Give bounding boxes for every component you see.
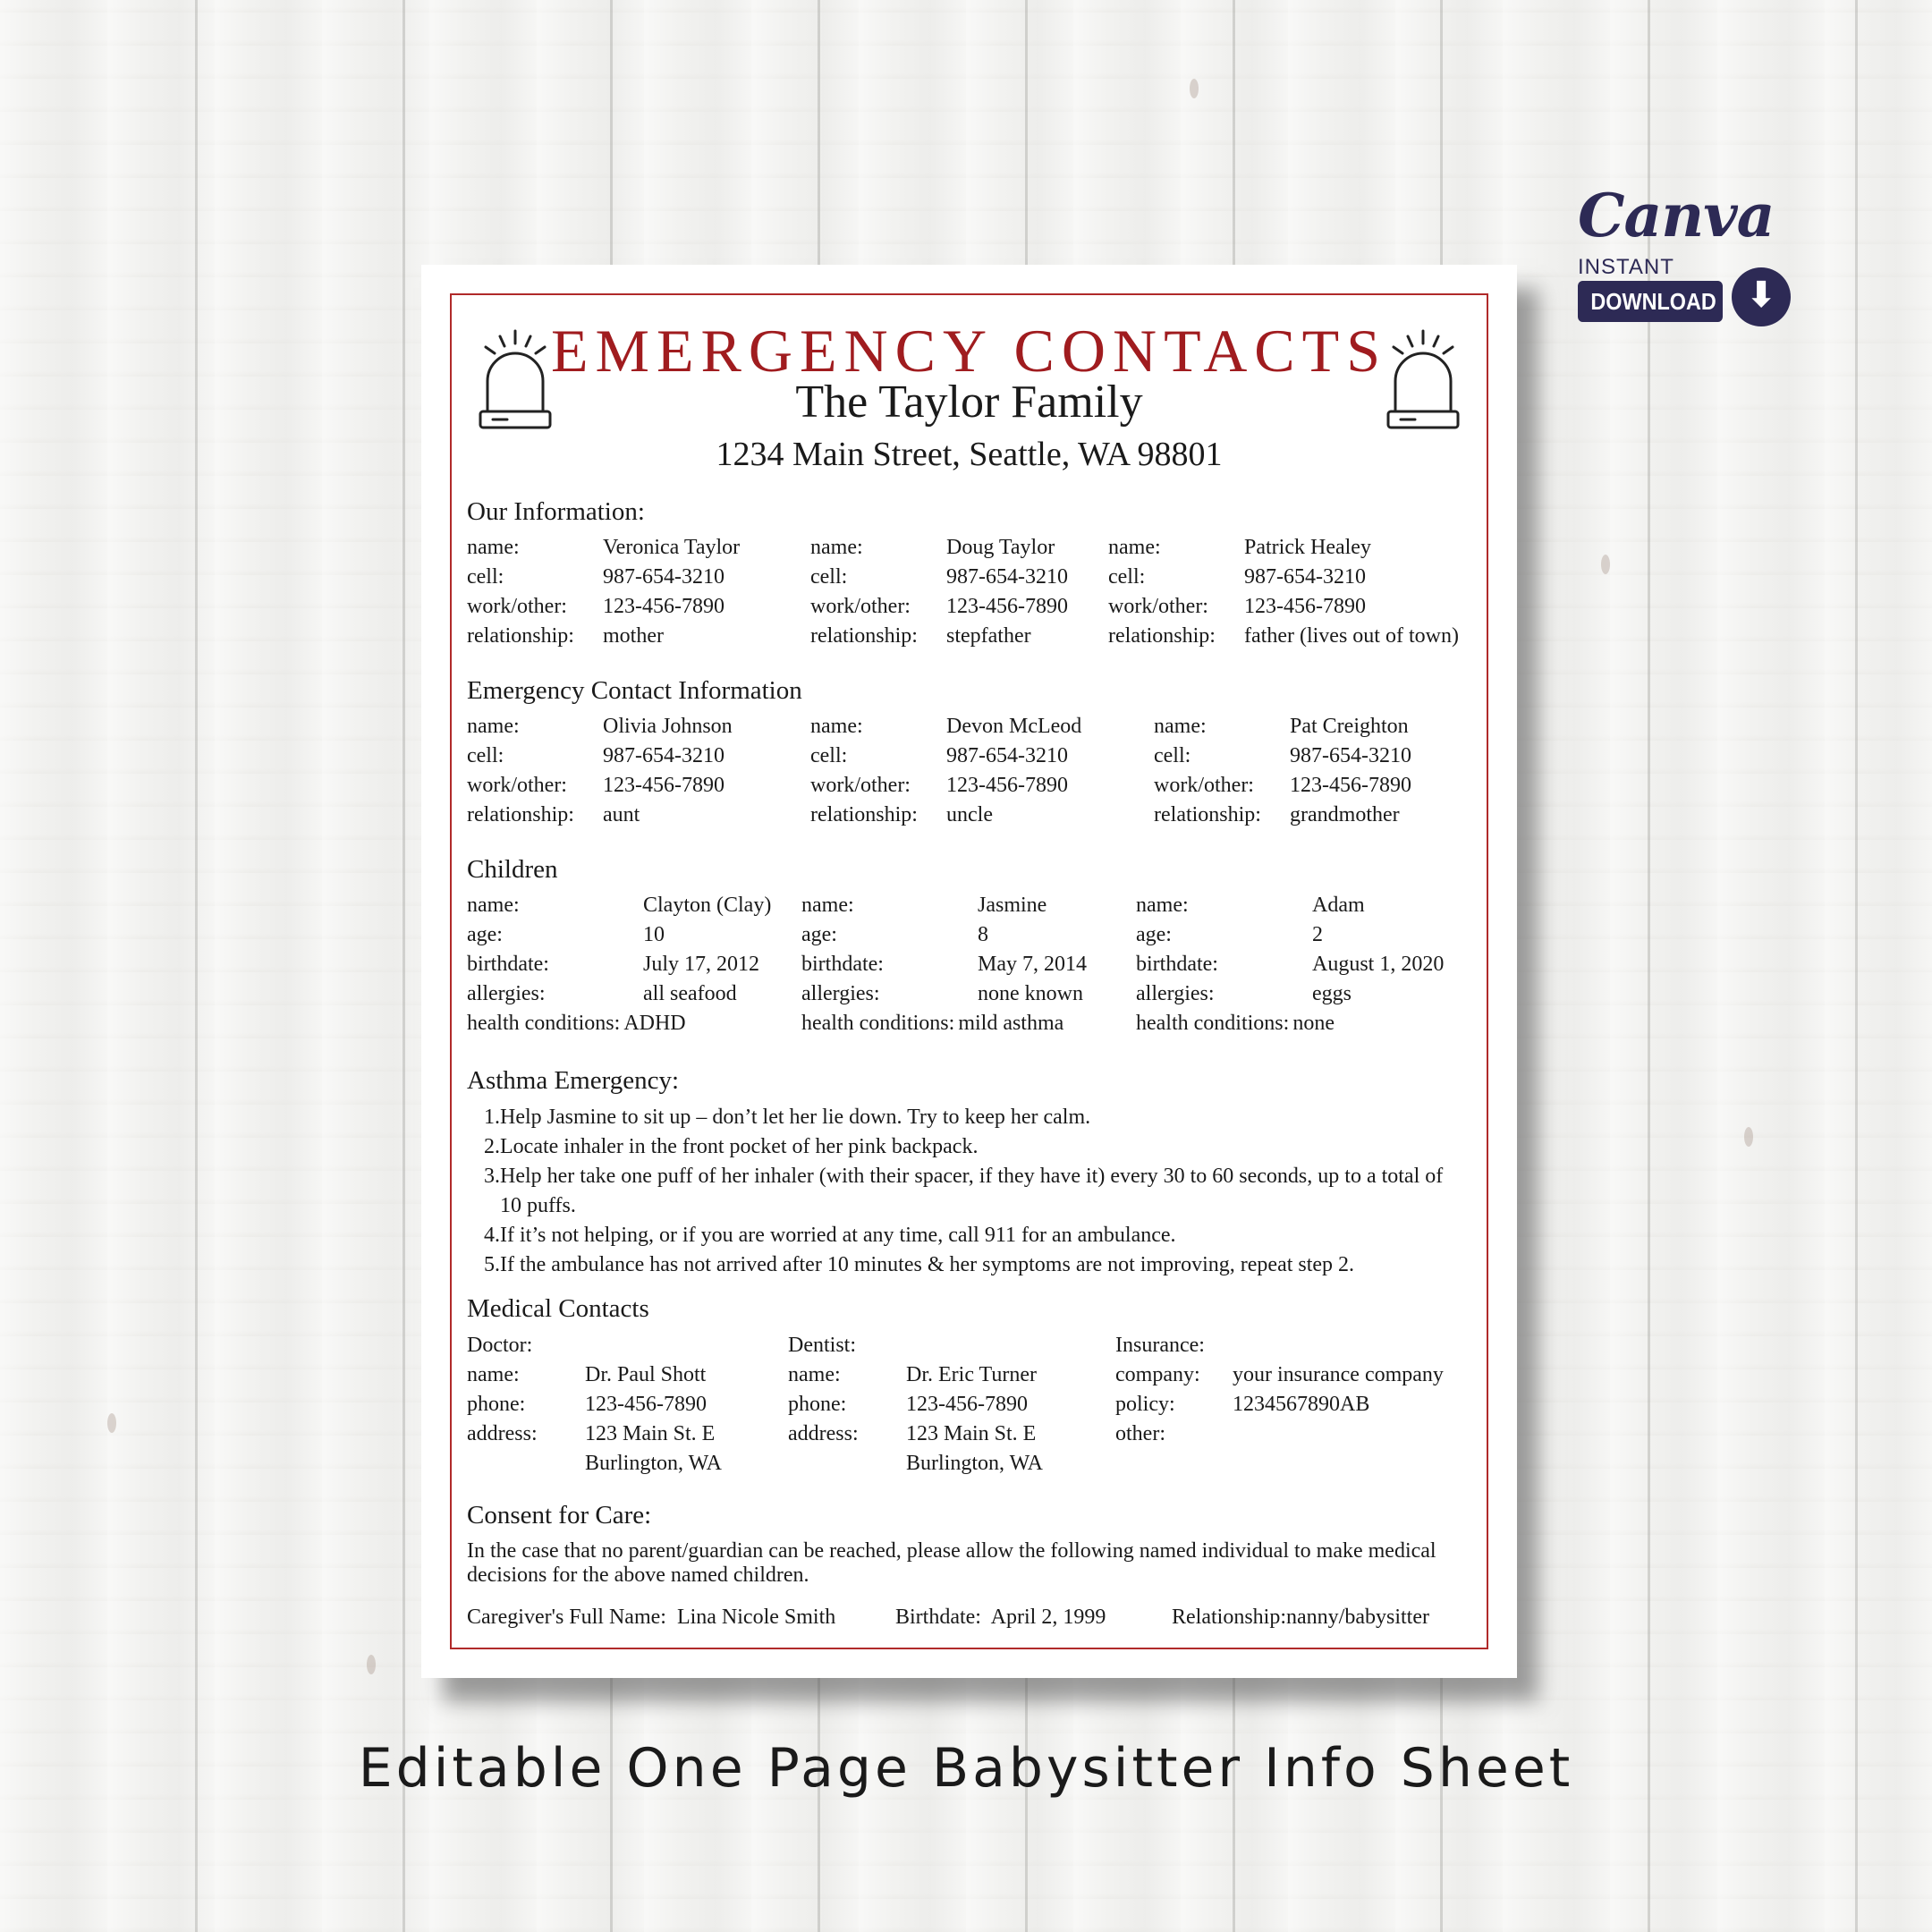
- label: birthdate:: [467, 953, 549, 976]
- label: phone:: [467, 1393, 526, 1416]
- value: mild asthma: [958, 1012, 1064, 1035]
- value: 123-456-7890: [1244, 595, 1366, 618]
- canva-badge: [1578, 181, 1776, 338]
- value: 123-456-7890: [1290, 774, 1411, 797]
- label: other:: [1115, 1422, 1165, 1445]
- wood-knot: [367, 1655, 376, 1674]
- list-item: [484, 1103, 1468, 1132]
- value: 123-456-7890: [946, 595, 1068, 618]
- child-3: [1136, 891, 1444, 1038]
- child-2: [801, 891, 1087, 1038]
- value: 123-456-7890: [603, 774, 724, 797]
- value: 987-654-3210: [603, 565, 724, 589]
- asthma-heading: Asthma Emergency:: [467, 1066, 680, 1095]
- value: Jasmine: [978, 894, 1047, 917]
- label: name:: [801, 894, 854, 917]
- list-item: [484, 1250, 1468, 1280]
- value: 987-654-3210: [603, 744, 724, 767]
- value: Olivia Johnson: [603, 715, 733, 738]
- label: name:: [1136, 894, 1189, 917]
- label: birthdate:: [801, 953, 884, 976]
- list-item: [484, 1132, 1468, 1162]
- value: all seafood: [643, 982, 737, 1005]
- list-item: [484, 1221, 1468, 1250]
- download-label: DOWNLOAD: [1578, 281, 1723, 322]
- label: address:: [467, 1422, 538, 1445]
- label: phone:: [788, 1393, 847, 1416]
- relationship-label: Relationship:: [1172, 1606, 1286, 1629]
- value: mother: [603, 624, 664, 648]
- value: 123-456-7890: [946, 774, 1068, 797]
- medical-heading: Medical Contacts: [467, 1294, 649, 1323]
- value: 987-654-3210: [946, 565, 1068, 589]
- our-info-person-2: [810, 533, 1068, 651]
- label: relationship:: [810, 803, 918, 826]
- label: work/other:: [810, 595, 911, 618]
- dentist-title: Dentist:: [788, 1334, 856, 1357]
- value: 123-456-7890: [585, 1393, 707, 1416]
- value: Pat Creighton: [1290, 715, 1409, 738]
- value: 123-456-7890: [603, 595, 724, 618]
- sheet-title: EMERGENCY CONTACTS: [550, 317, 1388, 385]
- value: 987-654-3210: [1290, 744, 1411, 767]
- step-text: Help Jasmine to sit up – don’t let her lie down. Try to keep her calm.: [500, 1106, 1091, 1129]
- caregiver-label: Caregiver's Full Name:: [467, 1606, 666, 1629]
- step-text: Locate inhaler in the front pocket of her pink backpack.: [500, 1135, 979, 1158]
- value: uncle: [946, 803, 993, 826]
- emergency-contact-2: [810, 712, 1081, 830]
- value: eggs: [1312, 982, 1352, 1005]
- doctor-title: Doctor:: [467, 1334, 533, 1357]
- label: name:: [1154, 715, 1207, 738]
- value: August 1, 2020: [1312, 953, 1445, 976]
- step-number: 4.: [484, 1224, 500, 1247]
- value: Dr. Eric Turner: [906, 1363, 1037, 1386]
- value: 2: [1312, 923, 1323, 946]
- value: 1234567890AB: [1233, 1393, 1370, 1416]
- label: work/other:: [1154, 774, 1254, 797]
- birthdate-label: Birthdate:: [895, 1606, 981, 1629]
- label: work/other:: [1108, 595, 1208, 618]
- step-number: 3.: [484, 1165, 500, 1188]
- value: your insurance company: [1233, 1363, 1444, 1386]
- wood-knot: [1744, 1127, 1753, 1147]
- label: relationship:: [1108, 624, 1216, 648]
- label: allergies:: [467, 982, 546, 1005]
- value: July 17, 2012: [643, 953, 760, 976]
- label: name:: [467, 715, 520, 738]
- label: name:: [810, 715, 863, 738]
- value: 123-456-7890: [906, 1393, 1028, 1416]
- value: Doug Taylor: [946, 536, 1055, 559]
- label: cell:: [467, 744, 504, 767]
- label: relationship:: [467, 624, 574, 648]
- value: Clayton (Clay): [643, 894, 772, 917]
- product-caption: Editable One Page Babysitter Info Sheet: [358, 1737, 1574, 1800]
- value: none known: [978, 982, 1083, 1005]
- step-text: If it’s not helping, or if you are worried at any time, call 911 for an ambulance.: [500, 1224, 1176, 1247]
- value: grandmother: [1290, 803, 1400, 826]
- asthma-steps: [484, 1103, 1468, 1280]
- emergency-heading: Emergency Contact Information: [467, 676, 802, 705]
- label: cell:: [810, 744, 848, 767]
- doctor-block: [467, 1331, 722, 1479]
- value: none: [1292, 1012, 1335, 1035]
- insurance-block: [1115, 1331, 1444, 1449]
- label: work/other:: [810, 774, 911, 797]
- value: 10: [643, 923, 665, 946]
- label: age:: [1136, 923, 1172, 946]
- value: ADHD: [623, 1012, 686, 1035]
- value: Burlington, WA: [585, 1452, 722, 1475]
- value: aunt: [603, 803, 640, 826]
- caregiver-birthdate-line: [895, 1604, 1106, 1631]
- consent-heading: Consent for Care:: [467, 1501, 652, 1530]
- label: work/other:: [467, 774, 567, 797]
- child-1: [467, 891, 771, 1038]
- label: cell:: [1154, 744, 1191, 767]
- label: work/other:: [467, 595, 567, 618]
- label: address:: [788, 1422, 859, 1445]
- caregiver-line: [467, 1604, 835, 1631]
- label: name:: [467, 1363, 520, 1386]
- value: Veronica Taylor: [603, 536, 741, 559]
- step-number: 1.: [484, 1106, 500, 1129]
- list-item: [484, 1162, 1468, 1221]
- consent-text: In the case that no parent/guardian can be reached, please allow the following named individual to make medical decisions for the above named children.: [467, 1539, 1436, 1587]
- step-text: If the ambulance has not arrived after 10 minutes & her symptoms are not improving, repeat step 2.: [500, 1253, 1355, 1276]
- step-number: 2.: [484, 1135, 500, 1158]
- our-info-person-3: [1108, 533, 1459, 651]
- birthdate-value: April 2, 1999: [990, 1606, 1106, 1629]
- label: relationship:: [810, 624, 918, 648]
- value: Burlington, WA: [906, 1452, 1043, 1475]
- label: birthdate:: [1136, 953, 1218, 976]
- value: 123 Main St. E: [906, 1422, 1037, 1445]
- dentist-block: [788, 1331, 1043, 1479]
- canva-logo: Canva: [1578, 181, 1775, 250]
- label: company:: [1115, 1363, 1200, 1386]
- label: policy:: [1115, 1393, 1175, 1416]
- step-text: Help her take one puff of her inhaler (with their spacer, if they have it) every 30 to 60 seconds, up to a total of 10 puffs.: [500, 1165, 1444, 1217]
- info-sheet: [421, 265, 1517, 1678]
- value: Devon McLeod: [946, 715, 1082, 738]
- value: stepfather: [946, 624, 1031, 648]
- label: allergies:: [1136, 982, 1215, 1005]
- wood-knot: [1190, 79, 1199, 98]
- download-arrow-icon: ⬇: [1732, 267, 1791, 326]
- value: Patrick Healey: [1244, 536, 1371, 559]
- our-info-heading: Our Information:: [467, 497, 645, 526]
- value: 8: [978, 923, 988, 946]
- wood-knot: [107, 1413, 116, 1433]
- label: relationship:: [467, 803, 574, 826]
- label: name:: [1108, 536, 1161, 559]
- label: allergies:: [801, 982, 880, 1005]
- label: name:: [467, 894, 520, 917]
- label: cell:: [1108, 565, 1146, 589]
- label: cell:: [810, 565, 848, 589]
- caregiver-name: Lina Nicole Smith: [676, 1606, 836, 1629]
- value: father (lives out of town): [1244, 624, 1459, 648]
- children-heading: Children: [467, 855, 558, 884]
- label: age:: [801, 923, 837, 946]
- value: Dr. Paul Shott: [585, 1363, 707, 1386]
- label: relationship:: [1154, 803, 1261, 826]
- value: 987-654-3210: [1244, 565, 1366, 589]
- label: name:: [467, 536, 520, 559]
- step-number: 5.: [484, 1253, 500, 1276]
- insurance-title: Insurance:: [1115, 1334, 1205, 1357]
- label: health conditions:: [1136, 1012, 1290, 1035]
- our-info-person-1: [467, 533, 740, 651]
- value: Adam: [1312, 894, 1365, 917]
- emergency-contact-3: [1154, 712, 1411, 830]
- value: 123 Main St. E: [585, 1422, 716, 1445]
- label: health conditions:: [467, 1012, 621, 1035]
- emergency-contact-1: [467, 712, 733, 830]
- label: name:: [810, 536, 863, 559]
- family-address: 1234 Main Street, Seattle, WA 98801: [716, 436, 1223, 473]
- label: health conditions:: [801, 1012, 955, 1035]
- family-name: The Taylor Family: [795, 377, 1143, 428]
- relationship-value: nanny/babysitter: [1286, 1606, 1429, 1629]
- label: name:: [788, 1363, 841, 1386]
- value: May 7, 2014: [978, 953, 1087, 976]
- label: cell:: [467, 565, 504, 589]
- wood-knot: [1601, 555, 1610, 574]
- instant-label: INSTANT: [1578, 255, 1674, 279]
- label: age:: [467, 923, 503, 946]
- value: 987-654-3210: [946, 744, 1068, 767]
- caregiver-relationship-line: [1172, 1604, 1429, 1631]
